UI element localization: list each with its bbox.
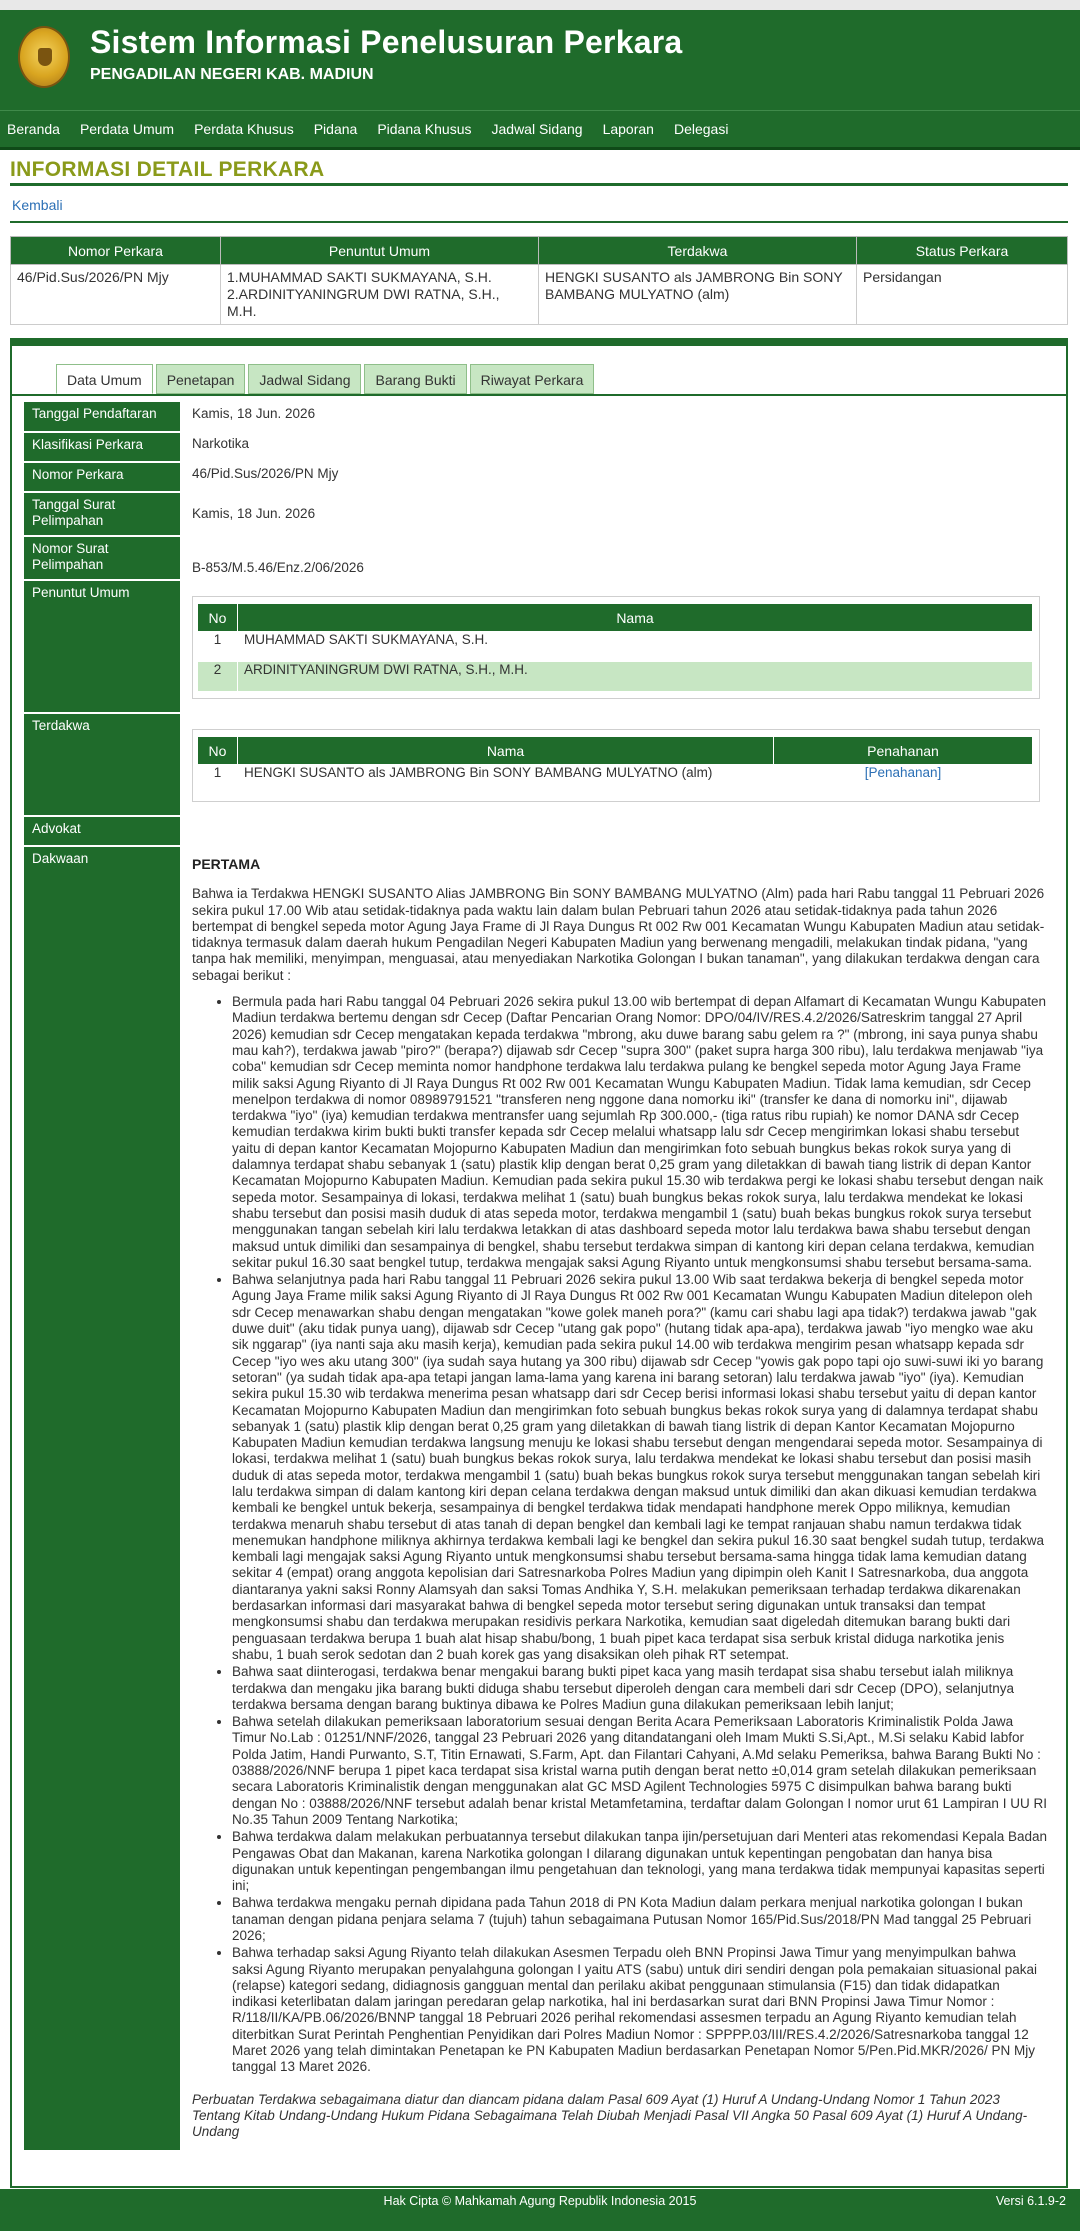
value-tanggal-surat: Kamis, 18 Jun. 2026	[192, 506, 316, 521]
terdakwa-header-no: No	[198, 737, 238, 765]
terdakwa-table-box	[192, 729, 1040, 802]
list-item: • Bahwa setelah dilakukan pemeriksaan laboratorium sesuai dengan Berita Acara Pemeriksaan Laboratoris Kriminalistik Polda Jawa Timur No.Lab : 01251/NNF/2026, tanggal 23 Pebruari 2026 yang ditandatangani oleh Imam Mukti S.Si,Apt., M.Si selaku Kabid labfor Polda Jatim, Handi Purwanto, S.T, Titin Ernawati, S.Farm, Apt. dan Filantari Cahyani, A.Md selaku Pemeriksa, bahwa Barang Bukti No : 03888/2026/NNF berupa 1 pipet kaca terdapat sisa kristal warna putih dengan berat netto ±0,014 gram setelah dilakukan pemeriksaan secara Laboratoris Kriminalistik dengan menggunakan alat GC MSD Agilent Technologies 5975 C disimpulkan bahwa barang bukti dengan No : 03888/2026/NNF tersebut adalah benar kristal Metamfetamina, terdaftar dalam Golongan I nomor urut 61 Lampiran I UU RI No.35 Tahun 2009 Tentang Narkotika;	[232, 1714, 1048, 1828]
terdakwa-nama: HENGKI SUSANTO als JAMBRONG Bin SONY BAMBANG MULYATNO (alm)	[238, 765, 774, 795]
tab-data-umum[interactable]: Data Umum	[56, 364, 153, 394]
dakwaan-list	[232, 994, 1048, 2076]
value-klasifikasi: Narkotika	[192, 436, 250, 451]
app-header	[0, 0, 1080, 110]
dakwaan-heading: PERTAMA	[192, 856, 261, 872]
label-advokat: Advokat	[24, 816, 180, 846]
table-row	[24, 580, 1054, 713]
penahanan-link[interactable]: [Penahanan]	[864, 765, 942, 780]
value-penuntut-umum	[180, 580, 1054, 713]
penuntut-table	[197, 603, 1033, 692]
heading-divider-bottom	[10, 221, 1068, 223]
court-name: PENGADILAN NEGERI KAB. MADIUN	[90, 66, 374, 83]
tab-penetapan[interactable]: Penetapan	[156, 364, 246, 394]
summary-penuntut	[221, 265, 539, 325]
list-item: • Bermula pada hari Rabu tanggal 04 Pebruari 2026 sekira pukul 13.00 wib bertempat di depan Alfamart di Kecamatan Wungu Kabupaten Madiun terdakwa bertemu dengan sdr Cecep (Daftar Pencarian Orang Nomor: DPO/04/IV/RES.4.2/2026/Satreskrim tanggal 27 April 2026) kemudian sdr Cecep mengatakan kepada terdakwa "mbrong, aku duwe barang sabu gelem ra ?" (mbrong, ini saya punya shabu mau kah?), terdakwa jawab "piro?" (berapa?) dijawab sdr Cecep "supra 300" (paket supra harga 300 ribu), lalu terdakwa menjawab "iya coba" kemudian sdr Cecep meminta nomor handphone terdakwa lalu terdakwa pulang ke bengkel sepeda motor Agung Jaya Frame milik saksi Agung Riyanto di Jl Raya Dungus Rt 002 Rw 001 Kecamatan Wungu Kabupaten Madiun. Tidak lama kemudian, sdr Cecep menelpon terdakwa di nomor 08989791521 "transferen neng nggone dana nomorku iki" (transfer ke dana di nomorku ini", dijawab terdakwa "iyo" (iya) kemudian terdakwa mentransfer uang sejumlah Rp 300.000,- (tiga ratus ribu rupiah) ke nomor DANA sdr Cecep kemudian terdakwa kirim bukti bukti transfer kepada sdr Cecep melalui whatsapp lalu sdr Cecep mengirimkan lokasi shabu tersebut yaitu di depan kantor Kecamatan Mojopurno Kabupaten Madiun dan mengirimkan foto sebuah bungkus bekas rokok surya yang di dalamnya terdapat shabu sebanyak 1 (satu) plastik klip dengan berat 0,25 gram yang diletakkan di bawah tiang listrik di depan Kantor Kecamatan Mojopurno Kabupaten Madiun. Kemudian pada sekira pukul 15.30 wib terdakwa pergi ke lokasi shabu tersebut dengan naik sepeda motor. Sesampainya di lokasi, terdakwa melihat 1 (satu) buah bungkus bekas rokok surya, lalu terdakwa mendekat ke lokasi shabu tersebut dan posisi masih duduk di atas sepeda motor, terdakwa mengambil 1 (satu) buah bekas bungkus rokok surya tersebut menggunakan tangan sebelah kiri lalu terdakwa letakkan di atas dashboard sepeda motor lalu terdakwa bawa shabu tersebut dengan maksud untuk dimiliki dan sesampainya di bengkel, shabu tersebut terdakwa simpan di kantong kiri depan celana terdakwa, kemudian sekitar pukul 16.30 saat bengkel tutup, terdakwa mengajak saksi Agung Riyanto untuk mengkonsumsi shabu tersebut bersama-sama.	[232, 994, 1048, 1271]
summary-penuntut-1: 1.MUHAMMAD SAKTI SUKMAYANA, S.H.	[227, 269, 492, 285]
tab-divider	[12, 394, 1066, 396]
nav-perdata-khusus[interactable]: Perdata Khusus	[194, 121, 294, 137]
table-row	[198, 662, 1033, 692]
label-nomor-surat: Nomor Surat Pelimpahan	[24, 536, 180, 580]
nav-pidana-khusus[interactable]: Pidana Khusus	[377, 121, 472, 137]
summary-terdakwa: HENGKI SUSANTO als JAMBRONG Bin SONY BAMBANG MULYATNO (alm)	[539, 265, 857, 325]
list-item: • Bahwa terdakwa dalam melakukan perbuatannya tersebut dilakukan tanpa ijin/persetujuan dari Menteri atas rekomendasi Kepala Badan Pengawas Obat dan Makanan, karena Narkotika golongan I dilarang digunakan untuk kepentingan pengobatan dan hanya bisa digunakan untuk kepentingan pengembangan ilmu pengetahuan dan teknologi, yang mana terdakwa tidak mempunyai kapasitas seperti ini;	[232, 1829, 1048, 1894]
label-tanggal-surat: Tanggal Surat Pelimpahan	[24, 492, 180, 536]
label-klasifikasi: Klasifikasi Perkara	[24, 432, 180, 462]
page-footer	[0, 2189, 1080, 2231]
tab-jadwal-sidang[interactable]: Jadwal Sidang	[248, 364, 361, 394]
terdakwa-header-nama: Nama	[238, 737, 774, 765]
table-row	[24, 536, 1054, 580]
summary-header-penuntut: Penuntut Umum	[221, 237, 539, 265]
nav-laporan[interactable]: Laporan	[602, 121, 654, 137]
nav-beranda[interactable]: Beranda	[7, 121, 60, 137]
penuntut-nama: MUHAMMAD SAKTI SUKMAYANA, S.H.	[238, 632, 1033, 662]
version-text: Versi 6.1.9-2	[995, 2194, 1066, 2208]
label-tanggal-pendaftaran: Tanggal Pendaftaran	[24, 402, 180, 432]
table-row	[198, 765, 1033, 795]
label-dakwaan: Dakwaan	[24, 846, 180, 2151]
summary-penuntut-2: 2.ARDINITYANINGRUM DWI RATNA, S.H., M.H.	[227, 286, 500, 319]
value-advokat	[180, 816, 1054, 846]
penahanan-link-cell	[774, 765, 1033, 795]
table-row	[24, 462, 1054, 492]
value-tanggal-pendaftaran: Kamis, 18 Jun. 2026	[192, 406, 316, 421]
penuntut-table-box	[192, 596, 1040, 699]
nav-jadwal-sidang[interactable]: Jadwal Sidang	[491, 121, 583, 137]
value-nomor-surat: B-853/M.5.46/Enz.2/06/2026	[192, 560, 364, 575]
table-row	[24, 816, 1054, 846]
terdakwa-no: 1	[198, 765, 238, 795]
nav-delegasi[interactable]: Delegasi	[673, 121, 729, 137]
table-row	[24, 432, 1054, 462]
table-row	[11, 265, 1068, 325]
penuntut-no: 1	[198, 632, 238, 662]
terdakwa-table	[197, 736, 1033, 795]
back-link[interactable]: Kembali	[12, 197, 63, 213]
tab-barang-bukti[interactable]: Barang Bukti	[364, 364, 466, 394]
value-dakwaan	[180, 846, 1054, 2151]
data-umum-table	[24, 402, 1054, 2152]
terdakwa-header-penahanan: Penahanan	[774, 737, 1033, 765]
penuntut-nama: ARDINITYANINGRUM DWI RATNA, S.H., M.H.	[238, 662, 1033, 692]
summary-header-terdakwa: Terdakwa	[539, 237, 857, 265]
nav-perdata-umum[interactable]: Perdata Umum	[79, 121, 175, 137]
site-title: Sistem Informasi Penelusuran Perkara	[90, 24, 683, 60]
list-item: • Bahwa saat diinterogasi, terdakwa benar mengakui barang bukti pipet kaca yang masih terdapat sisa shabu tersebut ialah miliknya terdakwa dan mengaku jika barang bukti diduga shabu tersebut diperoleh dengan cara membeli dari sdr Cecep (DPO), selanjutnya terdakwa bersama dengan barang buktinya dibawa ke Polres Madiun guna dilakukan pemeriksaan lebih lanjut;	[232, 1664, 1048, 1713]
tab-riwayat-perkara[interactable]: Riwayat Perkara	[470, 364, 595, 394]
table-row	[198, 632, 1033, 662]
heading-divider	[10, 183, 1068, 186]
dakwaan-closing: Perbuatan Terdakwa sebagaimana diatur dan diancam pidana dalam Pasal 609 Ayat (1) Huruf A Undang-Undang Nomor 1 Tahun 2023 Tentang Kitab Undang-Undang Hukum Pidana Sebagaimana Telah Diubah Menjadi Pasal VII Angka 50 Pasal 609 Ayat (1) Huruf A Undang-Undang	[192, 2091, 1028, 2140]
summary-status: Persidangan	[857, 265, 1068, 325]
detail-tabs	[56, 364, 597, 394]
label-penuntut-umum: Penuntut Umum	[24, 580, 180, 713]
copyright-text: Hak Cipta © Mahkamah Agung Republik Indonesia 2015	[383, 2194, 697, 2208]
summary-header-nomor: Nomor Perkara	[11, 237, 221, 265]
table-row	[24, 492, 1054, 536]
list-item: • Bahwa terhadap saksi Agung Riyanto telah dilakukan Asesmen Terpadu oleh BNN Propinsi Jawa Timur yang menyimpulkan bahwa saksi Agung Riyanto merupakan penyalahguna golongan I yaitu ATS (sabu) untuk diri sendiri dengan pola pemakaian situasional pakai (relapse) kategori sedang, didiagnosis gangguan mental dan perilaku akibat penggunaan stimulansia (F15) dan tidak didapatkan indikasi keterlibatan dalam jaringan peredaran gelap narkotika, hal ini berdasarkan surat dari BNN Propinsi Jawa Timur Nomor : R/118/II/KA/PB.06/2026/BNNP tanggal 18 Pebruari 2026 perihal rekomendasi assesmen terpadu an Agung Riyanto kemudian telah diterbitkan Surat Perintah Penghentian Penyidikan dari Polres Madiun Nomor : SPPPP.03/III/RES.4.2/2026/Satresnarkoba tanggal 12 Maret 2026 yang telah dimintakan Penetapan ke PN Kabupaten Madiun berdasarkan Penetapan Nomor 5/Pen.Pid.MKR/2026/ PN Mjy tanggal 13 Maret 2026.	[232, 1945, 1048, 2075]
value-nomor-perkara: 46/Pid.Sus/2026/PN Mjy	[192, 466, 339, 481]
penuntut-header-no: No	[198, 604, 238, 632]
list-item: • Bahwa selanjutnya pada hari Rabu tanggal 11 Pebruari 2026 sekira pukul 13.00 Wib saat terdakwa bekerja di bengkel sepeda motor Agung Jaya Frame milik saksi Agung Riyanto di Jl Raya Dungus Rt 002 Rw 001 Kecamatan Wungu Kabupaten Madiun ditelepon oleh sdr Cecep menawarkan shabu dengan mengatakan "kowe golek maneh pora?" (kamu cari shabu lagi apa tidak?) terdakwa jawab "gak duwe duit" (aku tidak punya uang), dijawab sdr Cecep "utang gak popo" (hutang tidak apa-apa), terdakwa jawab "iyo mengko wae aku sik nggarap" (iya nanti saja aku masih kerja), kemudian pada sekira pukul 14.00 wib terdakwa mengirim pesan whatsapp kepada sdr Cecep "iyo wes aku utang 300" (iya sudah saya hutang ya 300 ribu) dijawab sdr Cecep "yowis gak popo tapi ojo suwi-suwi iki yo barang setoran" (ya sudah tidak apa-apa tetapi jangan lama-lama yang karena ini barang setoran) lalu terdakwa jawab "iyo" (iya). Kemudian sekira pukul 15.30 wib terdakwa menerima pesan whatsapp dari sdr Cecep berisi informasi lokasi shabu tersebut yaitu di depan kantor Kecamatan Mojopurno Kabupaten Madiun dan mengirimkan foto sebuah bungkus bekas rokok surya yang di dalamnya terdapat shabu sebanyak 1 (satu) plastik klip dengan berat 0,25 gram yang diletakkan di bawah tiang listrik di depan Kantor Kecamatan Mojopurno Kabupaten Madiun kemudian terdakwa langsung menuju ke lokasi shabu tersebut dengan mengendarai sepeda motor. Sesampainya di lokasi, terdakwa melihat 1 (satu) buah bungkus bekas rokok surya, lalu terdakwa mendekat ke lokasi shabu tersebut dan posisi masih duduk di atas sepeda motor, terdakwa mengambil 1 (satu) buah bekas bungkus rokok surya tersebut menggunakan tangan sebelah kiri lalu terdakwa simpan di dalam kantong kiri depan celana terdakwa dengan maksud untuk dimiliki dan akan dikuasi kemudian terdakwa kembali ke bengkel untuk bekerja, sesampainya di bengkel terdakwa tidak mendapati handphone merek Oppo miliknya, kemudian terdakwa menaruh shabu tersebut di atas tanah di depan bengkel dan kembali lagi ke tempat ranjauan shabu namun terdakwa tidak menemukan handphone miliknya akhirnya terdakwa kembali lagi ke bengkel dan sekira pukul 16.30 saat bengkel sudah tutup, terdakwa kembali lagi mengajak saksi Agung Riyanto untuk mengkonsumsi shabu tersebut bersama-sama hingga tidak lama kemudian datang sekitar 4 (empat) orang anggota kepolisian dari Satresnarkoba Polres Madiun yang dipimpin oleh Kanit I Satresnarkoba, dua anggota diantaranya yakni saksi Ronny Alamsyah dan saksi Tomas Andhika Y, S.H. melakukan pemeriksaan terhadap terdakwa dikarenakan berdasarkan informasi dari masyarakat bahwa di bengkel sepeda motor tersebut sering digunakan untuk transaksi dan tempat mengkonsumsi shabu dan terdakwa merupakan residivis perkara Narkotika, kemudian saat digeledah ditemukan barang bukti dari penguasaan terdakwa berupa 1 buah alat hisap shabu/bong, 1 buah pipet kaca terdapat sisa serbuk kristal diduga narkotika jenis shabu, 1 buah serok sedotan dan 2 buah korek gas yang disaksikan oleh pihak RT setempat.	[232, 1272, 1048, 1663]
table-row	[24, 402, 1054, 432]
summary-header-status: Status Perkara	[857, 237, 1068, 265]
table-row	[24, 713, 1054, 816]
list-item: • Bahwa terdakwa mengaku pernah dipidana pada Tahun 2018 di PN Kota Madiun dalam perkara menjual narkotika golongan I bukan tanaman dengan pidana penjara selama 7 (tujuh) tahun sebagaimana Putusan Nomor 165/Pid.Sus/2018/PN Mad tanggal 25 Pebruari 2026;	[232, 1895, 1048, 1944]
case-summary-table	[10, 236, 1068, 325]
penuntut-header-nama: Nama	[238, 604, 1033, 632]
main-nav	[0, 110, 1080, 150]
value-terdakwa	[180, 713, 1054, 816]
label-nomor-perkara: Nomor Perkara	[24, 462, 180, 492]
nav-pidana[interactable]: Pidana	[313, 121, 358, 137]
summary-nomor: 46/Pid.Sus/2026/PN Mjy	[11, 265, 221, 325]
page-title: INFORMASI DETAIL PERKARA	[10, 158, 325, 181]
penuntut-no: 2	[198, 662, 238, 692]
detail-panel	[10, 338, 1068, 2188]
table-row	[24, 846, 1054, 2151]
court-emblem-icon	[18, 26, 70, 88]
label-terdakwa: Terdakwa	[24, 713, 180, 816]
dakwaan-intro: Bahwa ia Terdakwa HENGKI SUSANTO Alias JAMBRONG Bin SONY BAMBANG MULYATNO (Alm) pada hari Rabu tanggal 11 Pebruari 2026 sekira pukul 17.00 Wib atau setidak-tidaknya pada waktu lain dalam bulan Pebruari tahun 2026 atau setidak-tidaknya pada tahun 2026 bertempat di bengkel sepeda motor Agung Jaya Frame di Jl Raya Dungus Rt 002 Rw 001 Kecamatan Wungu Kabupaten Madiun atau setidak-tidaknya termasuk dalam daerah hukum Pengadilan Negeri Kabupaten Madiun yang berwenang mengadili, melakukan tindak pidana, "yang tanpa hak memiliki, menyimpan, menguasai, atau menyediakan Narkotika Golongan I bukan tanaman", yang dilakukan terdakwa dengan cara sebagai berikut :	[192, 886, 1045, 983]
